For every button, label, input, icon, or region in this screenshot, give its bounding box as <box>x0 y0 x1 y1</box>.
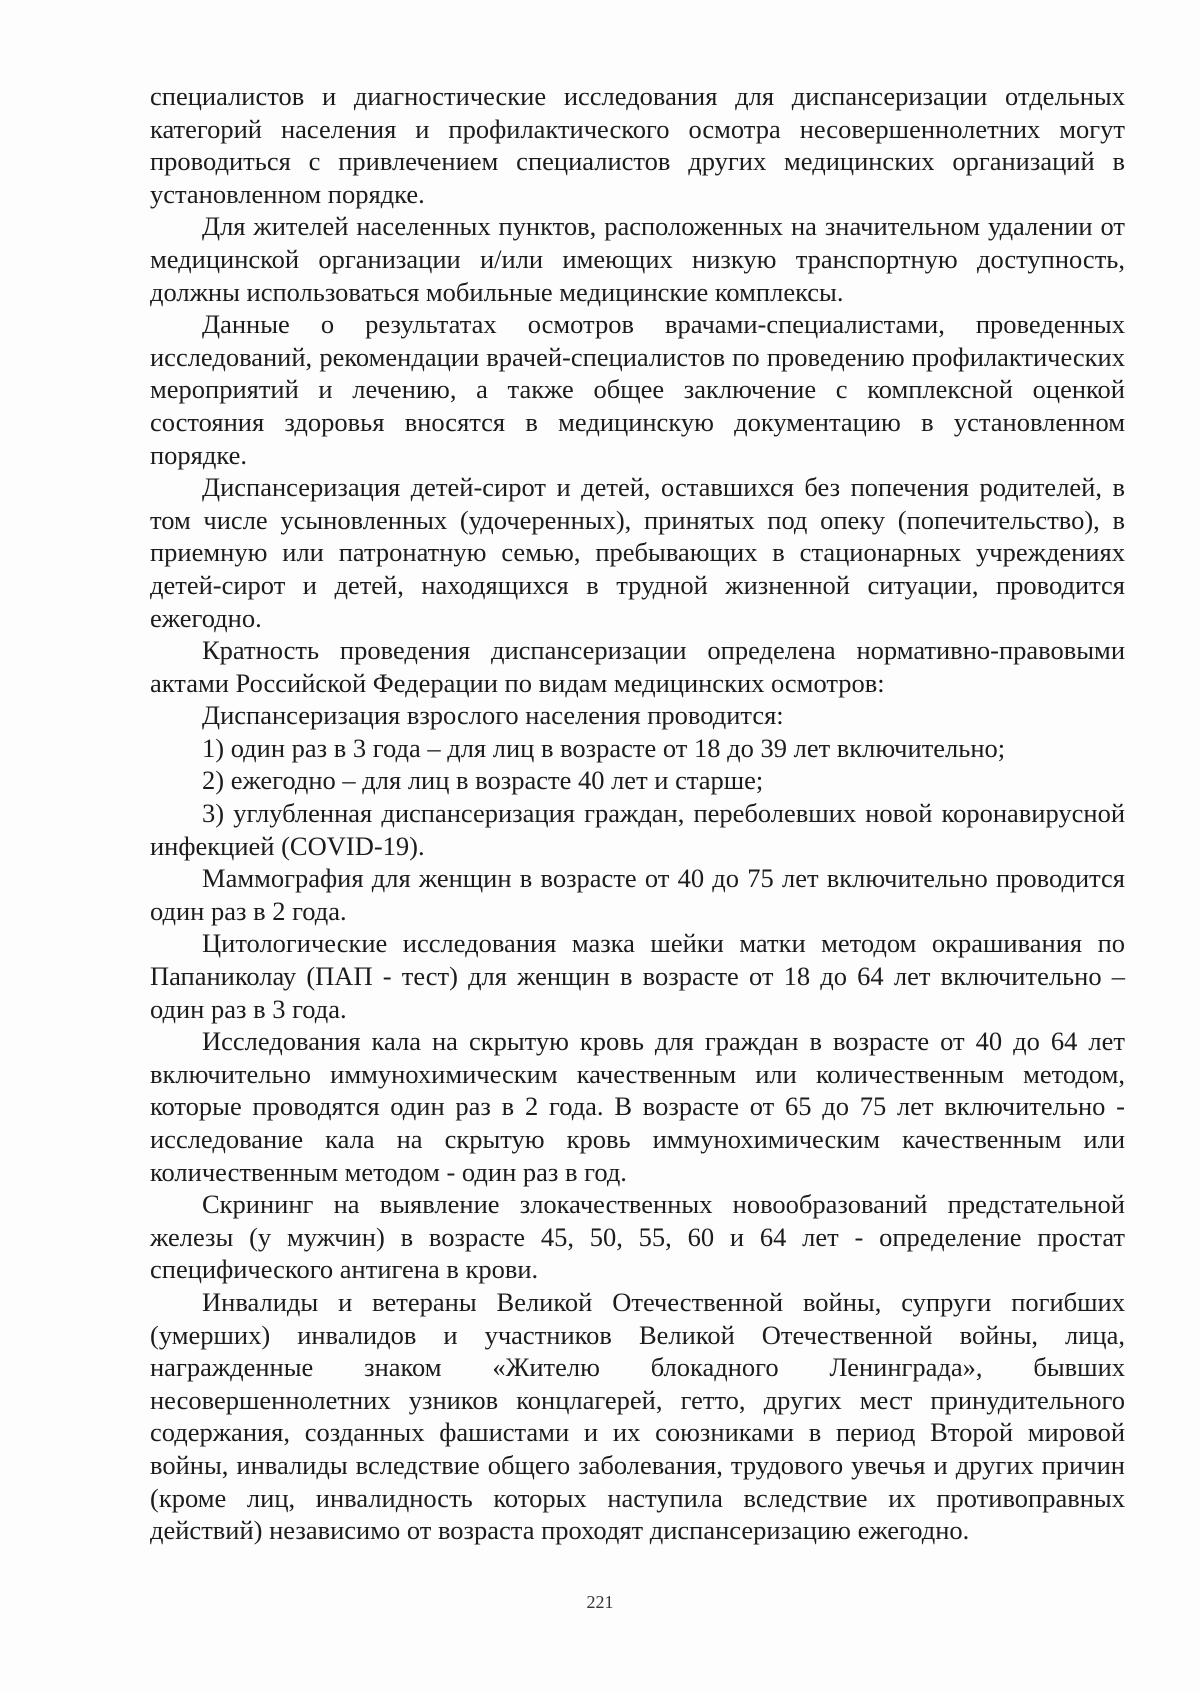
paragraph: Маммография для женщин в возрасте от 40 до 75 лет включительно проводится один раз в 2 года. <box>150 863 1125 926</box>
paragraph: Диспансеризация детей-сирот и детей, оставшихся без попечения родителей, в том числе усыновленных (удочеренных), принятых под опеку (попечительство), в приемную или патронатную семью, пребывающих в стационарных учреждениях детей-сирот и детей, находящихся в трудной жизненной ситуации, проводится ежегодно. <box>150 472 1125 633</box>
list-item: 1) один раз в 3 года – для лиц в возрасте от 18 до 39 лет включительно; <box>202 732 1006 763</box>
paragraph: Данные о результатах осмотров врачами-специалистами, проведенных исследований, рекомендации врачей-специалистов по проведению профилактических мероприятий и лечению, а также общее заключение с комплексной оценкой состояния здоровья вносятся в медицинскую документацию в установленном порядке. <box>150 309 1125 470</box>
paragraph: Инвалиды и ветераны Великой Отечественной войны, супруги погибших (умерших) инвалидов и участников Великой Отечественной войны, лица, награжденные знаком «Жителю блокадного Ленинграда», бывших несовершеннолетних узников концлагерей, гетто, других мест принудительного содержания, созданных фашистами и их союзниками в период Второй мировой войны, инвалиды вследствие общего заболевания, трудового увечья и других причин (кроме лиц, инвалидность которых наступила вследствие их противоправных действий) независимо от возраста проходят диспансеризацию ежегодно. <box>150 1286 1125 1546</box>
document-body <box>150 80 1125 1547</box>
paragraph: специалистов и диагностические исследования для диспансеризации отдельных категорий населения и профилактического осмотра несовершеннолетних могут проводиться с привлечением специалистов других медицинских организаций в установленном порядке. <box>150 81 1125 209</box>
paragraph: Диспансеризация взрослого населения проводится: <box>202 700 784 731</box>
paragraph: Исследования кала на скрытую кровь для граждан в возрасте от 40 до 64 лет включительно иммунохимическим качественным или количественным методом, которые проводятся один раз в 2 года. В возрасте от 65 до 75 лет включительно - исследование кала на скрытую кровь иммунохимическим качественным или количественным методом - один раз в год. <box>150 1026 1125 1187</box>
paragraph: Скрининг на выявление злокачественных новообразований предстательной железы (у мужчин) в возрасте 45, 50, 55, 60 и 64 лет - определение простат специфического антигена в крови. <box>150 1189 1125 1285</box>
paragraph: Для жителей населенных пунктов, расположенных на значительном удалении от медицинской организации и/или имеющих низкую транспортную доступность, должны использоваться мобильные медицинские комплексы. <box>150 211 1125 307</box>
paragraph: Кратность проведения диспансеризации определена нормативно-правовыми актами Российской Федерации по видам медицинских осмотров: <box>150 635 1125 698</box>
page-number: 221 <box>586 1592 614 1612</box>
paragraph: Цитологические исследования мазка шейки матки методом окрашивания по Папаниколау (ПАП - тест) для женщин в возрасте от 18 до 64 лет включительно –один раз в 3 года. <box>150 928 1125 1024</box>
list-item: 2) ежегодно – для лиц в возрасте 40 лет и старше; <box>202 765 764 796</box>
list-item: 3) углубленная диспансеризация граждан, переболевших новой коронавирусной инфекцией (COVID-19). <box>150 798 1125 861</box>
